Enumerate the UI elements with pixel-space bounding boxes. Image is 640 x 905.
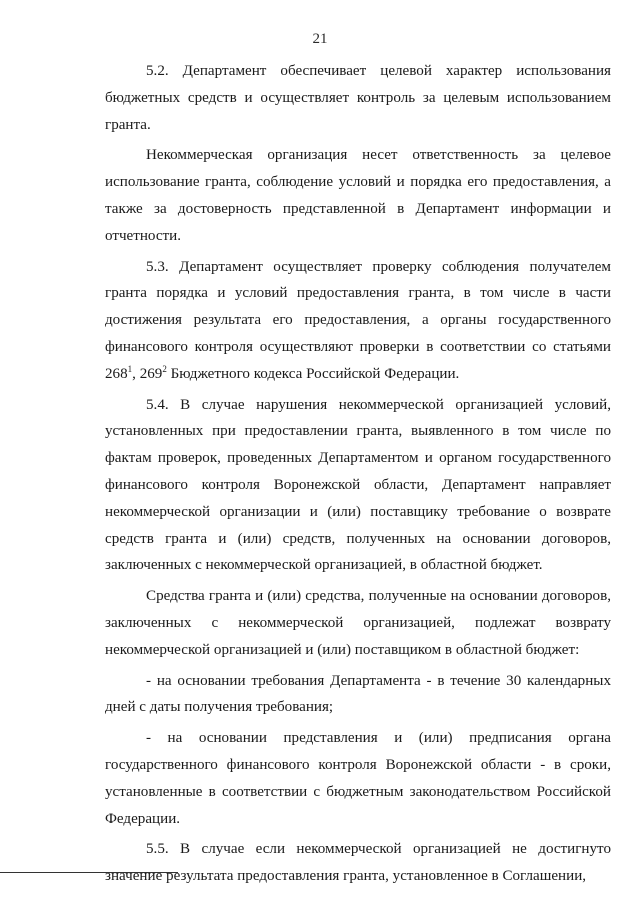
list-item-department-request: - на основании требования Департамента - в течение 30 календарных дней с даты получения требования;: [105, 672, 611, 716]
paragraph-5-2: 5.2. Департамент обеспечивает целевой характер использования бюджетных средств и осуществляет контроль за целевым использованием гранта.: [105, 63, 611, 133]
paragraph-funds-return: Средства гранта и (или) средства, полученные на основании договоров, заключенных с некоммерческой организацией, подлежат возврату некоммерческой организацией и (или) поставщиком в областной бюджет:: [105, 588, 611, 658]
paragraph-5-5: 5.5. В случае если некоммерческой организацией не достигнуто значение результата предоставления гранта, установленное в Соглашении,: [105, 841, 611, 885]
footnote-separator: [0, 872, 178, 873]
list-item-control-order: - на основании представления и (или) предписания органа государственного финансового контроля Воронежской области - в сроки, установленные в соответствии с бюджетным законодательством Российской Федерации.: [105, 730, 611, 827]
document-body: [105, 58, 611, 894]
paragraph-5-3: [105, 254, 611, 388]
paragraph-5-3-end: Бюджетного кодекса Российской Федерации.: [166, 365, 460, 382]
paragraph-5-4: 5.4. В случае нарушения некоммерческой организацией условий, установленных при предоставлении гранта, выявленного в том числе по фактам проверок, проведенных Департаментом и органом государственного финансового контроля Воронежской области, Департамент направляет некоммерческой организации и (или) поставщику требование о возврате средств гранта и (или) средств, полученных на основании договоров, заключенных с некоммерческой организацией, в областной бюджет.: [105, 396, 611, 574]
paragraph-5-3-middle: , 269: [132, 365, 163, 382]
paragraph-responsibility: Некоммерческая организация несет ответственность за целевое использование гранта, соблюдение условий и порядка его предоставления, а также за достоверность представленной в Департамент информации и отчетности.: [105, 147, 611, 244]
page-number: 21: [312, 31, 328, 47]
paragraph-5-3-text: 5.3. Департамент осуществляет проверку соблюдения получателем гранта порядка и условий предоставления гранта, в том числе в части достижения результата его предоставления, а органы государственного финансового контроля осуществляют проверки в соответствии со статьями 268: [105, 258, 611, 382]
footnote-marker-268: 1: [127, 363, 133, 374]
footnote-marker-269: 2: [162, 363, 167, 374]
